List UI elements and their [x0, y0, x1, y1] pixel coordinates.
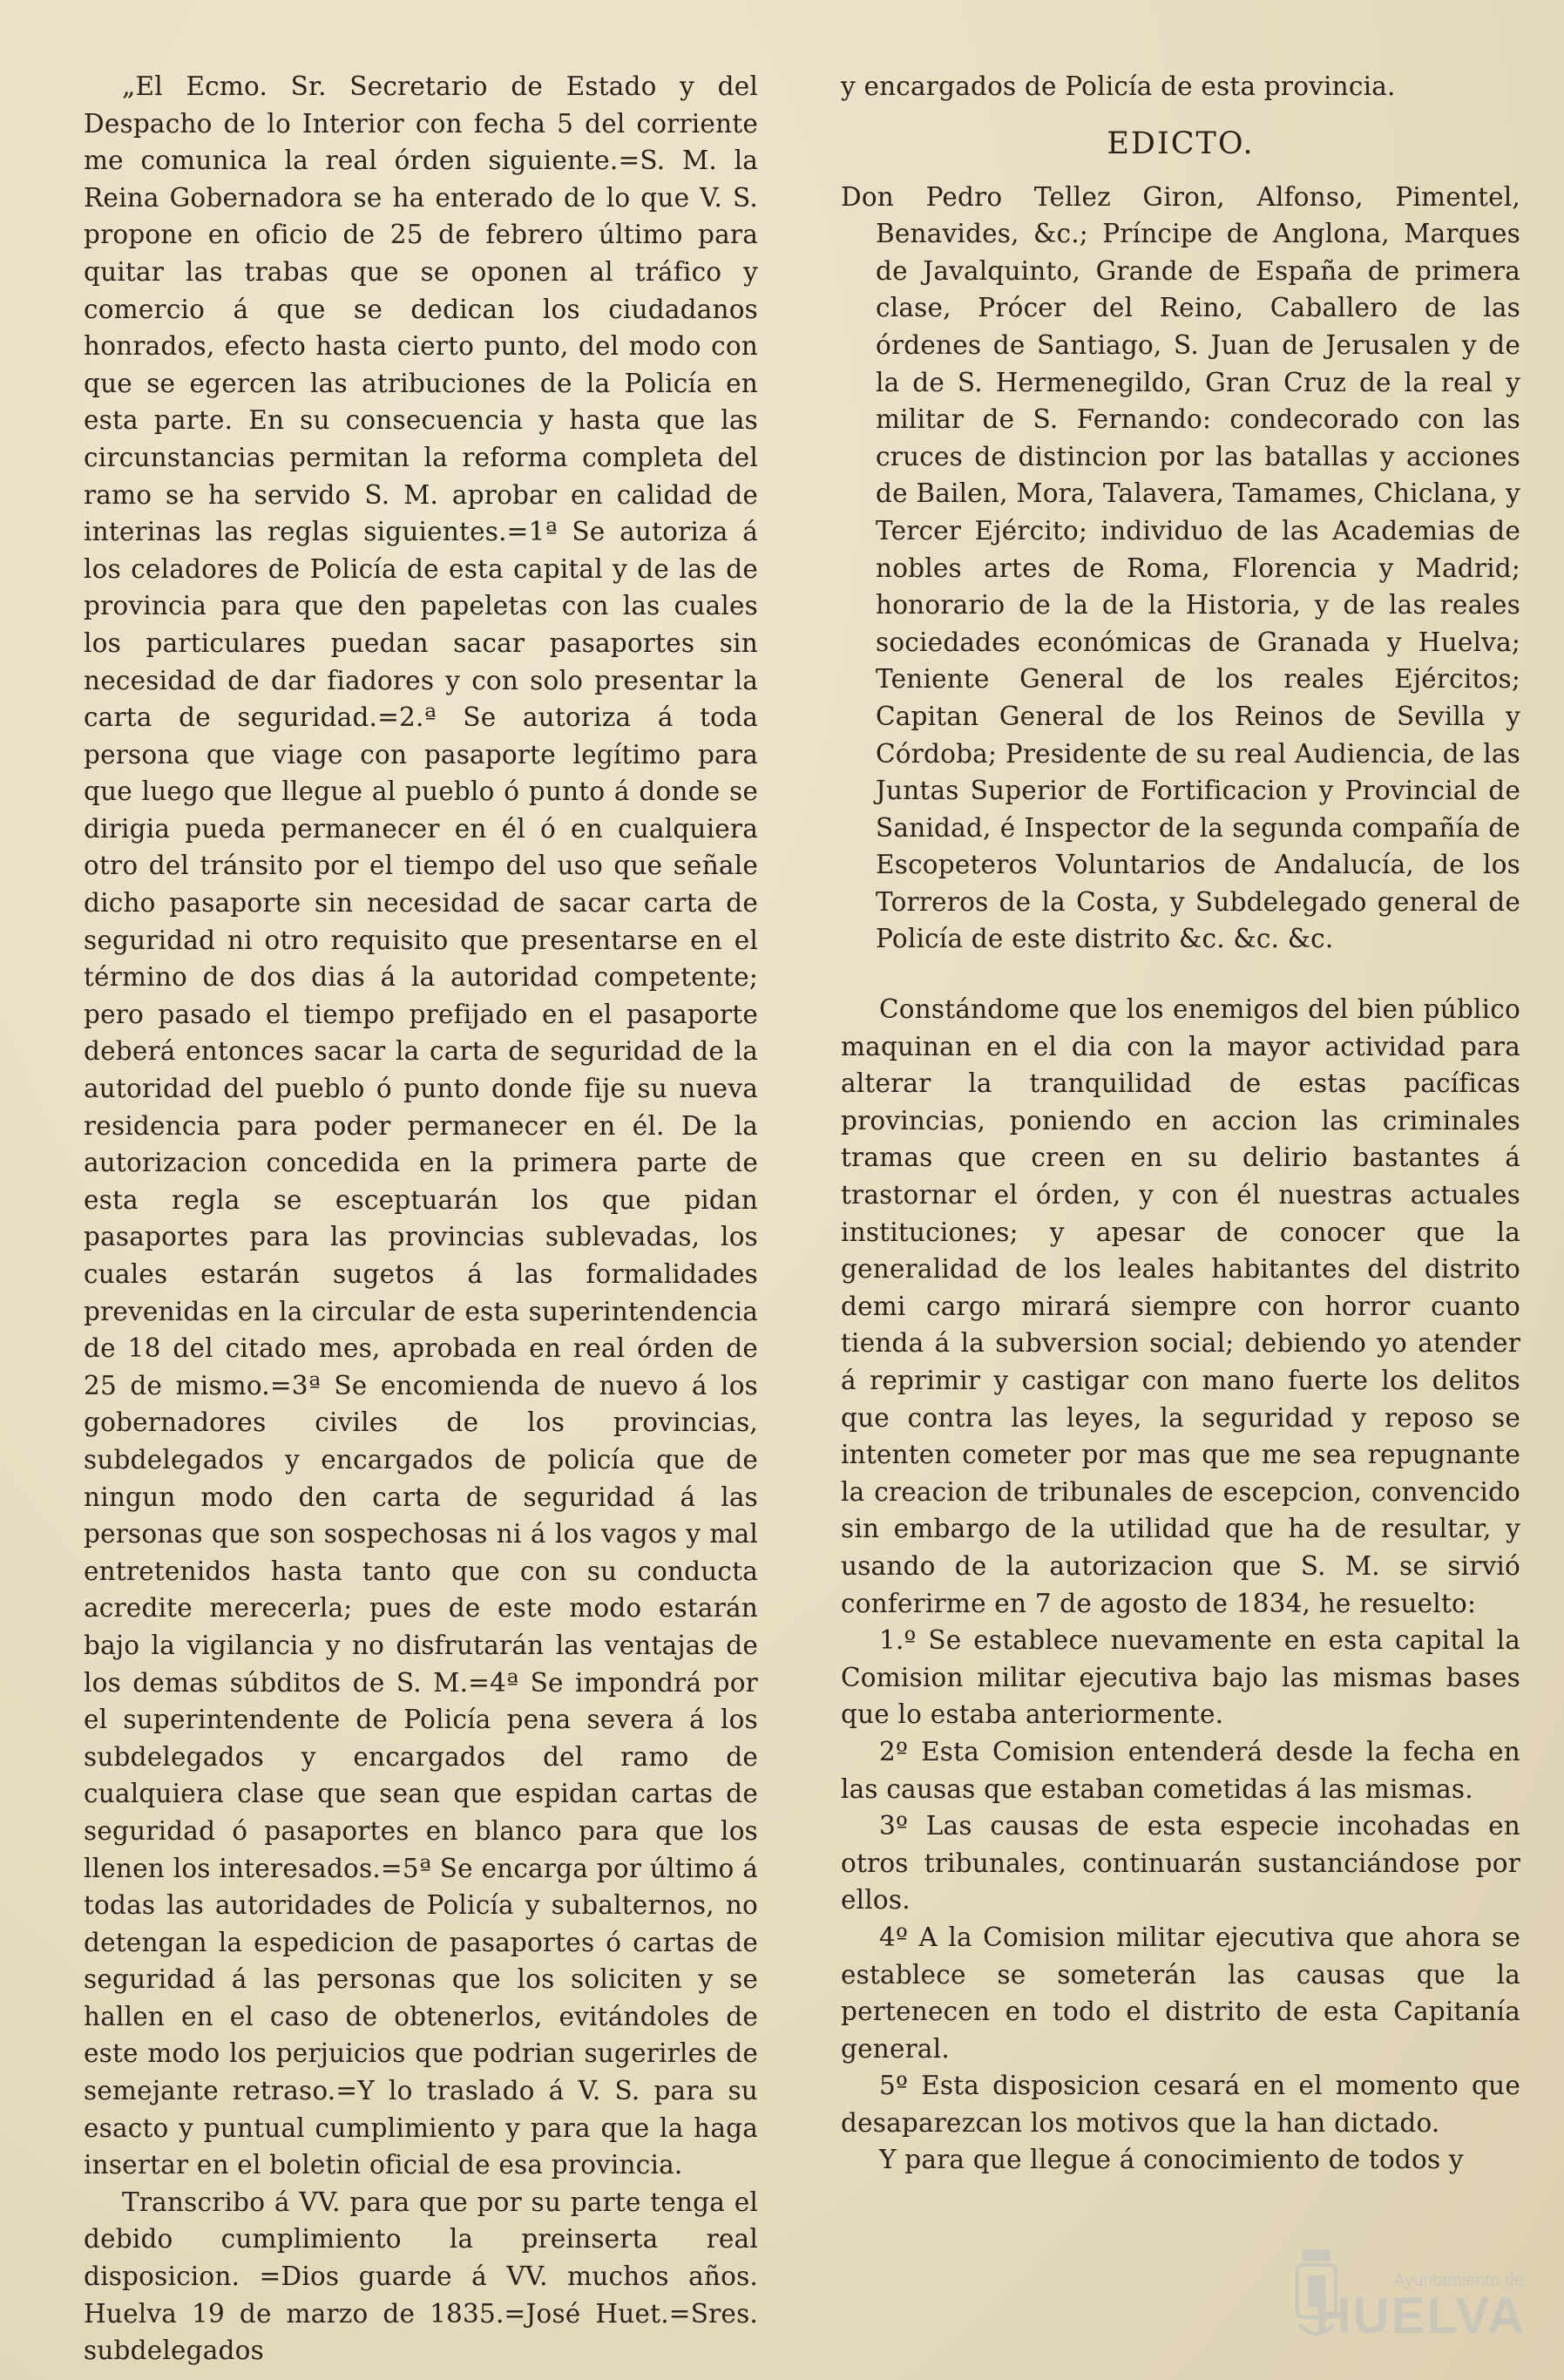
resolution-item-2: 2º Esta Comision entenderá desde la fecha en las causas que estaban cometidas á las mismas. — [841, 1736, 1520, 1804]
watermark-line2: HUELVA — [1315, 2288, 1526, 2344]
closing-line: Y para que llegue á conocimiento de todos y — [879, 2145, 1464, 2175]
resolution-item-4: 4º A la Comision militar ejecutiva que ahora se establece se someterán las causas que la pertenecen en todo el distrito de esta Capitanía general. — [841, 1922, 1520, 2064]
left-column — [84, 68, 758, 2370]
royal-order-paragraph: „El Ecmo. Sr. Secretario de Estado y del Despacho de lo Interior con fecha 5 del corriente me comunica la real órden siguiente.=S. M. la Reina Gobernadora se ha enterado de lo que V. S. propone en oficio de 25 de febrero último para quitar las trabas que se oponen al tráfico y comercio á que se dedican los ciudadanos honrados, efecto hasta cierto punto, del modo con que se egercen las atribuciones de la Policía en esta parte. En su consecuencia y hasta que las circunstancias permitan la reforma completa del ramo se ha servido S. M. aprobar en calidad de interinas las reglas siguientes.=1ª Se autoriza á los celadores de Policía de esta capital y de las de provincia para que den papeletas con las cuales los particulares puedan sacar pasaportes sin necesidad de dar fiadores y con solo presentar la carta de seguridad.=2.ª Se autoriza á toda persona que viage con pasaporte legítimo para que luego que llegue al pueblo ó punto á donde se dirigia pueda permanecer en él ó en cualquiera otro del tránsito por el tiempo del uso que señale dicho pasaporte sin necesidad de sacar carta de seguridad ni otro requisito que presentarse en el término de dos dias á la autoridad competente; pero pasado el tiempo prefijado en el pasaporte deberá entonces sacar la carta de seguridad de la autoridad del pueblo ó punto donde fije su nueva residencia para poder permanecer en él. De la autorizacion concedida en la primera parte de esta regla se esceptuarán los que pidan pasaportes para las provincias sublevadas, los cuales estarán sugetos á las formalidades prevenidas en la circular de esta superintendencia de 18 del citado mes, aprobada en real órden de 25 de mismo.=3ª Se encomienda de nuevo á los gobernadores civiles de los provincias, subdelegados y encargados de policía que de ningun modo den carta de seguridad á las personas que son sospechosas ni á los vagos y mal entretenidos hasta tanto que con su conducta acredite merecerla; pues de este modo estarán bajo la vigilancia y no disfrutarán las ventajas de los demas súbditos de S. M.=4ª Se impondrá por el superintendente de Policía pena severa á los subdelegados y encargados del ramo de cualquiera clase que sean que espidan cartas de seguridad ó pasaportes en blanco para que los llenen los interesados.=5ª Se encarga por último á todas las autoridades de Policía y subalternos, no detengan la espedicion de pasaportes ó cartas de seguridad á las personas que los soliciten y se hallen en el caso de obtenerlos, evitándoles de este modo los perjuicios que podrian sugerirles de semejante retraso.=Y lo traslado á V. S. para su esacto y puntual cumplimiento y para que la haga insertar en el boletin oficial de esa provincia. — [84, 71, 758, 2180]
resolution-item-3: 3º Las causas de esta especie incohadas en otros tribunales, continuarán sustanciándose por ellos. — [841, 1811, 1520, 1916]
edicto-title: EDICTO. — [1107, 125, 1255, 161]
spacer — [841, 958, 1520, 991]
right-column — [841, 68, 1520, 2179]
edicto-body: Constándome que los enemigos del bien público maquinan en el dia con la mayor actividad para alterar la tranquilidad de estas pacíficas provincias, poniendo en accion las criminales tramas que creen en su delirio bastantes á trastornar el órden, y con él nuestras actuales instituciones; y apesar de conocer que la generalidad de los leales habitantes del distrito demi cargo mirará siempre con horror cuanto tienda á la subversion social; debiendo yo atender á reprimir y castigar con mano fuerte los delitos que contra las leyes, la seguridad y reposo se intenten cometer por mas que me sea repugnante la creacion de tribunales de escepcion, convencido sin embargo de la utilidad que ha de resultar, y usando de la autorizacion que S. M. se sirvió conferirme en 7 de agosto de 1834, he resuelto: — [841, 994, 1520, 1618]
watermark-line1: Ayuntamiento de — [1393, 2271, 1524, 2290]
transcription-paragraph: Transcribo á VV. para que por su parte tenga el debido cumplimiento la preinserta real disposicion. =Dios guarde á VV. muchos años. Huelva 19 de marzo de 1835.=José Huet.=Sres. subdelegados — [84, 2187, 758, 2366]
resolution-item-1: 1.º Se establece nuevamente en esta capital la Comision militar ejecutiva bajo las mismas bases que lo estaba anteriormente. — [841, 1625, 1520, 1730]
edicto-heading: Don Pedro Tellez Giron, Alfonso, Pimentel, Benavides, &c.; Príncipe de Anglona, Marques de Javalquinto, Grande de España de primera clase, Prócer del Reino, Caballero de las órdenes de Santiago, S. Juan de Jerusalen y de la de S. Hermenegildo, Gran Cruz de la real y militar de S. Fernando: condecorado con las cruces de distincion por las batallas y acciones de Bailen, Mora, Talavera, Tamames, Chiclana, y Tercer Ejército; individuo de las Academias de nobles artes de Roma, Florencia y Madrid; honorario de la de la Historia, y de las reales sociedades económicas de Granada y Huelva; Teniente General de los reales Ejércitos; Capitan General de los Reinos de Sevilla y Córdoba; Presidente de su real Audiencia, de las Juntas Superior de Fortificacion y Provincial de Sanidad, é Inspector de la segunda compañía de Escopeteros Voluntarios de Andalucía, de los Torreros de la Costa, y Subdelegado general de Policía de este distrito &c. &c. &c. — [841, 181, 1520, 954]
resolution-item-5: 5º Esta disposicion cesará en el momento que desaparezcan los motivos que la han dictado. — [841, 2071, 1520, 2138]
watermark — [1280, 2234, 1541, 2364]
continuation-line: y encargados de Policía de esta provincia. — [841, 71, 1396, 101]
